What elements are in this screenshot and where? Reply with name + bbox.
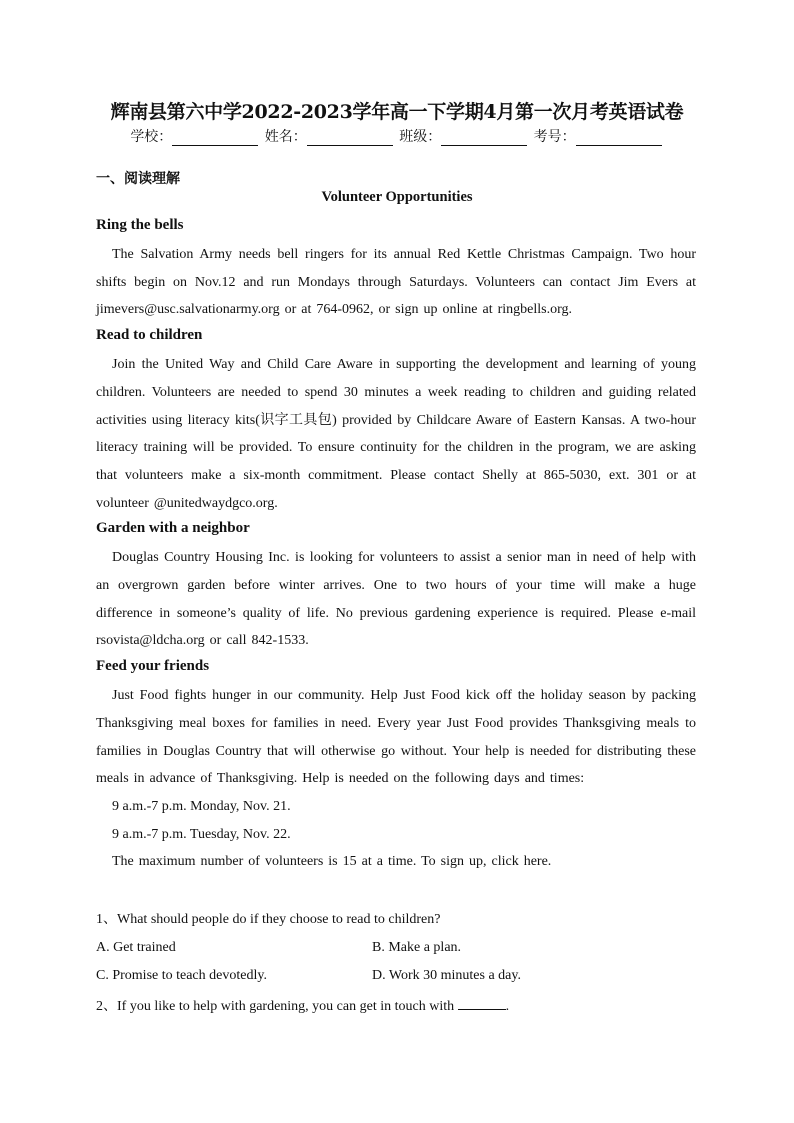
- question-stem-row: [96, 993, 696, 1021]
- block-heading: Ring the bells: [96, 217, 184, 233]
- question-stem: 2、If you like to help with gardening, you can get in touch with: [96, 999, 455, 1014]
- class-blank[interactable]: [441, 131, 527, 146]
- block-closing: The maximum number of volunteers is 15 at a time. To sign up, click here.: [112, 854, 552, 870]
- block-heading: Feed your friends: [96, 658, 210, 675]
- class-label: 班级：: [399, 129, 442, 145]
- school-blank[interactable]: [172, 131, 258, 146]
- block-text: Just Food fights hunger in our community. Help Just Food kick off the holiday season by packing Thanksgiving meal boxes for families in need. Every year Just Food provides Thanksgiving meals to families in Douglas Country that will otherwise go without. Your help is needed for distributing these meals in advance of Thanksgiving. Help is needed on the following days and times:: [96, 688, 696, 787]
- block-heading: Read to children: [96, 327, 203, 344]
- option-b[interactable]: B. Make a plan.: [372, 940, 462, 955]
- passage-title: Volunteer Opportunities: [321, 189, 473, 205]
- option-c[interactable]: C. Promise to teach devotedly.: [96, 968, 267, 983]
- block-text: The Salvation Army needs bell ringers for its annual Red Kettle Christmas Campaign. Two hour shifts begin on Nov.12 and run Mondays through Saturdays. Volunteers can contact Jim Evers at jimevers@usc.salvationarmy.org or at 764-0962, or sign up online at ringbells.org.: [96, 247, 696, 318]
- question-tail: .: [505, 999, 510, 1014]
- answer-blank[interactable]: [458, 997, 506, 1010]
- options-row: [96, 962, 696, 990]
- name-label: 姓名：: [264, 129, 307, 145]
- exam-title: 辉南县第六中学2022-2023学年高一下学期4月第一次月考英语试卷: [110, 101, 684, 123]
- schedule-time: 9 a.m.-7 p.m. Monday, Nov. 21.: [112, 798, 291, 814]
- name-blank[interactable]: [307, 131, 393, 146]
- school-label: 学校：: [130, 129, 173, 145]
- exam-number-label: 考号：: [533, 129, 576, 145]
- block-text: Join the United Way and Child Care Aware in supporting the development and learning of young children. Volunteers are needed to spend 30 minutes a week reading to children and guiding related activities using literacy kits(识字工具包) provided by Childcare Aware of Eastern Kansas. A two-hour literacy training will be provided. To ensure continuity for the children in the program, we are asking that volunteers make a six-month commitment. Please contact Shelly at 865-5030, ext. 301 or at volunteer @unitedwaydgco.org.: [96, 357, 696, 511]
- schedule-time: 9 a.m.-7 p.m. Tuesday, Nov. 22.: [112, 826, 291, 842]
- section-heading: 一、阅读理解: [96, 171, 180, 187]
- passage-body: [96, 214, 696, 876]
- question-1: [96, 906, 696, 990]
- option-d[interactable]: D. Work 30 minutes a day.: [372, 968, 521, 983]
- option-a[interactable]: A. Get trained: [96, 940, 176, 955]
- options-row: [96, 934, 696, 962]
- question-2: [96, 993, 696, 1021]
- block-heading: Garden with a neighbor: [96, 520, 250, 537]
- question-stem: 1、What should people do if they choose to read to children?: [96, 912, 441, 927]
- student-info-row: [0, 126, 794, 146]
- exam-number-blank[interactable]: [576, 131, 662, 146]
- block-text: Douglas Country Housing Inc. is looking for volunteers to assist a senior man in need of help with an overgrown garden before winter arrives. One to two hours of your time will make a huge difference in someone’s quality of life. No previous gardening experience is required. Please e-mail rsovista@ldcha.org or call 842-1533.: [96, 550, 696, 649]
